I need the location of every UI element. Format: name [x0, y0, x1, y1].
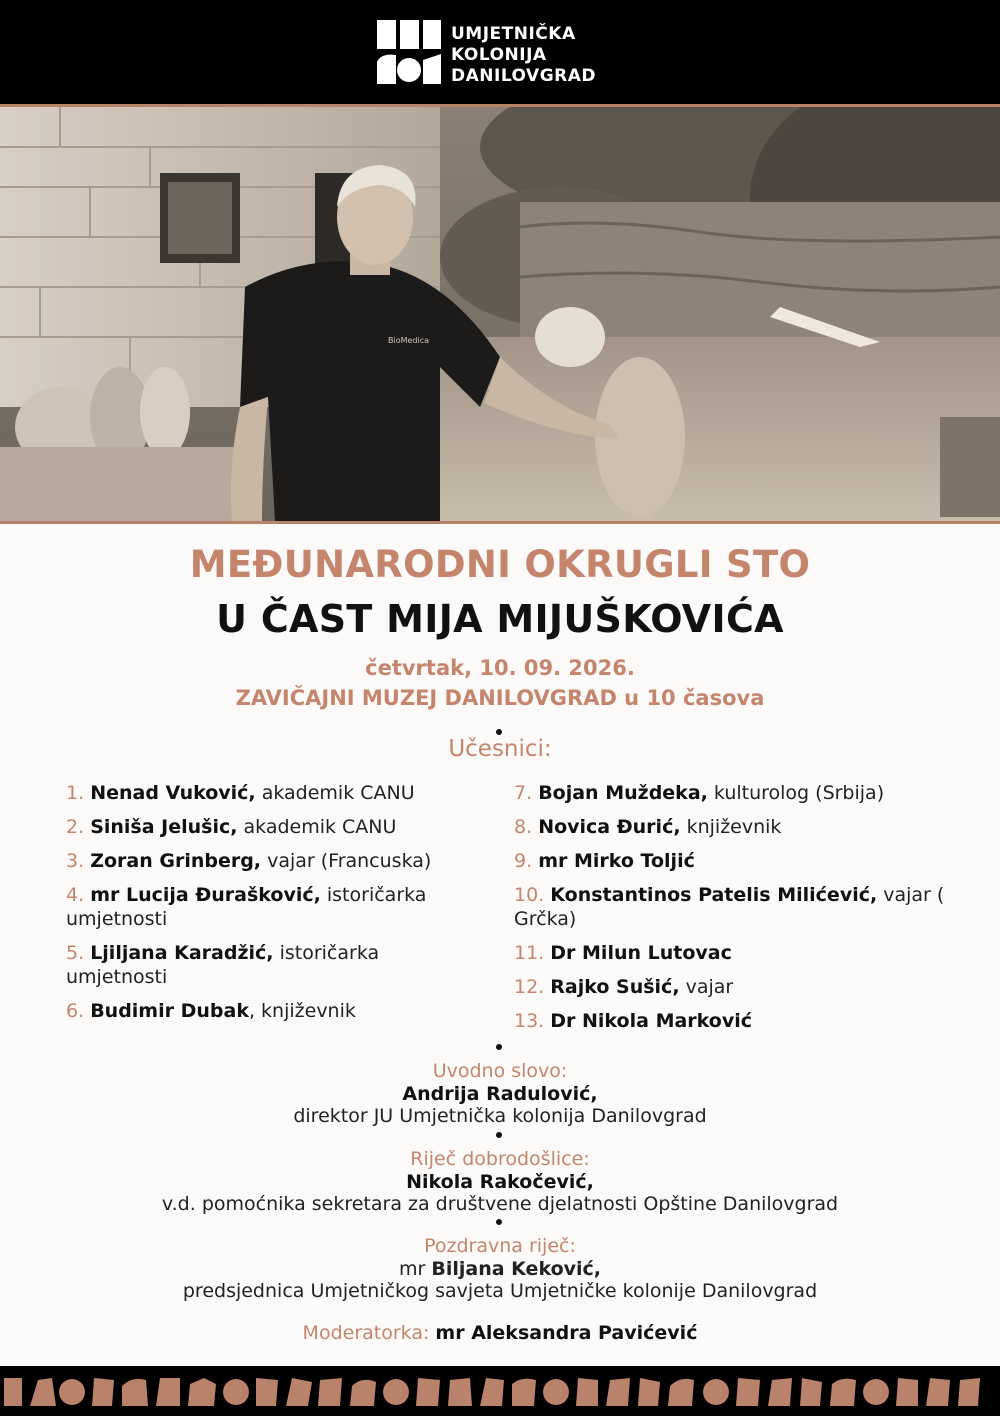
participant-name: Siniša Jelušic, — [90, 816, 238, 838]
participant-role: istoričarka umjetnosti — [66, 942, 380, 988]
intro-speaker-name: Andrija Radulović, — [402, 1083, 598, 1105]
participant-role: , književnik — [248, 1000, 356, 1022]
participant-name: Budimir Dubak — [90, 1000, 249, 1022]
greeting-speaker-prefix: mr — [399, 1258, 432, 1280]
colony-logo-icon — [377, 20, 441, 84]
participant-role: istoričarka umjetnosti — [66, 884, 427, 930]
participant-number: 9. — [514, 850, 533, 872]
participant-item — [66, 941, 486, 989]
participant-number: 8. — [514, 816, 533, 838]
participant-number: 10. — [514, 884, 545, 906]
participant-number: 12. — [514, 976, 545, 998]
participant-number: 2. — [66, 816, 85, 838]
welcome-label: Riječ dobrodošlice: — [410, 1148, 590, 1170]
participant-number: 4. — [66, 884, 85, 906]
participant-name: Rajko Sušić, — [550, 976, 680, 998]
welcome-speaker-role: v.d. pomoćnika sekretara za društvene djelatnosti Opštine Danilovgrad — [161, 1193, 839, 1215]
event-title-line-1: MEĐUNARODNI OKRUGLI STO — [189, 543, 811, 586]
participant-number: 1. — [66, 782, 85, 804]
participant-number: 13. — [514, 1010, 545, 1032]
participant-number: 7. — [514, 782, 533, 804]
header-bar — [0, 0, 1000, 107]
separator-dot — [496, 729, 502, 735]
participant-item — [514, 815, 954, 839]
participant-number: 11. — [514, 942, 545, 964]
portrait-photo — [0, 107, 1000, 521]
participant-item — [514, 883, 954, 931]
greeting-speaker-role: predsjednica Umjetničkog savjeta Umjetničke kolonije Danilovgrad — [182, 1280, 818, 1302]
participant-name: Zoran Grinberg, — [90, 850, 262, 872]
participant-role: vajar — [679, 976, 734, 998]
participant-name: Ljiljana Karadžić, — [90, 942, 274, 964]
separator-dot — [496, 1132, 502, 1138]
participant-item — [66, 883, 486, 931]
participant-item — [514, 781, 954, 805]
participant-role: vajar (Francuska) — [261, 850, 432, 872]
greeting-speaker-name: Biljana Keković, — [431, 1258, 601, 1280]
participant-item — [66, 815, 486, 839]
participant-item — [514, 975, 954, 999]
footer-pattern — [0, 1366, 1000, 1416]
participant-number: 5. — [66, 942, 85, 964]
stone-shapes-pattern — [0, 1366, 1000, 1416]
participant-role: kulturolog (Srbija) — [707, 782, 885, 804]
intro-label: Uvodno slovo: — [432, 1060, 568, 1082]
participant-number: 3. — [66, 850, 85, 872]
greeting-speaker — [0, 1258, 1000, 1280]
separator-dot — [496, 1044, 502, 1050]
participant-item — [514, 941, 954, 965]
participant-item — [66, 849, 486, 873]
participant-name: mr Lucija Đurašković, — [90, 884, 321, 906]
participant-name: Novica Đurić, — [538, 816, 681, 838]
logo-line-3: DANILOVGRAD — [451, 66, 597, 86]
participant-role: vajar ( Grčka) — [514, 884, 945, 930]
event-date: četvrtak, 10. 09. 2026. — [365, 656, 635, 680]
participant-name: Dr Milun Lutovac — [550, 942, 732, 964]
participant-role: književnik — [680, 816, 782, 838]
participant-name: mr Mirko Toljić — [538, 850, 695, 872]
participant-name: Dr Nikola Marković — [550, 1010, 753, 1032]
logo-line-2: KOLONIJA — [451, 45, 547, 65]
participants-list-left — [66, 781, 486, 1033]
participant-name: Nenad Vuković, — [90, 782, 256, 804]
participant-item — [66, 781, 486, 805]
moderator-name: mr Aleksandra Pavićević — [435, 1322, 698, 1344]
photo-divider — [0, 521, 1000, 524]
participant-name: Bojan Muždeka, — [538, 782, 708, 804]
participant-name: Konstantinos Patelis Milićević, — [550, 884, 878, 906]
event-title-line-2: U ČAST MIJA MIJUŠKOVIĆA — [216, 597, 784, 641]
participant-item — [66, 999, 486, 1023]
participant-item — [514, 849, 954, 873]
moderator-label: Moderatorka: — [302, 1322, 436, 1344]
intro-speaker-role: direktor JU Umjetnička kolonija Danilovgrad — [293, 1105, 707, 1127]
participant-role: akademik CANU — [237, 816, 397, 838]
logo-line-1: UMJETNIČKA — [451, 24, 576, 44]
participant-role: akademik CANU — [255, 782, 415, 804]
moderator-line — [0, 1322, 1000, 1344]
separator-dot — [496, 1219, 502, 1225]
participant-item — [514, 1009, 954, 1033]
event-venue: ZAVIČAJNI MUZEJ DANILOVGRAD u 10 časova — [235, 686, 765, 710]
logo-text — [451, 24, 596, 87]
shirt-logo-text: BioMedica — [388, 336, 430, 345]
greeting-label: Pozdravna riječ: — [424, 1235, 576, 1257]
welcome-speaker-name: Nikola Rakočević, — [406, 1171, 594, 1193]
participants-heading: Učesnici: — [448, 736, 552, 762]
participant-number: 6. — [66, 1000, 85, 1022]
participants-list-right — [514, 781, 954, 1043]
